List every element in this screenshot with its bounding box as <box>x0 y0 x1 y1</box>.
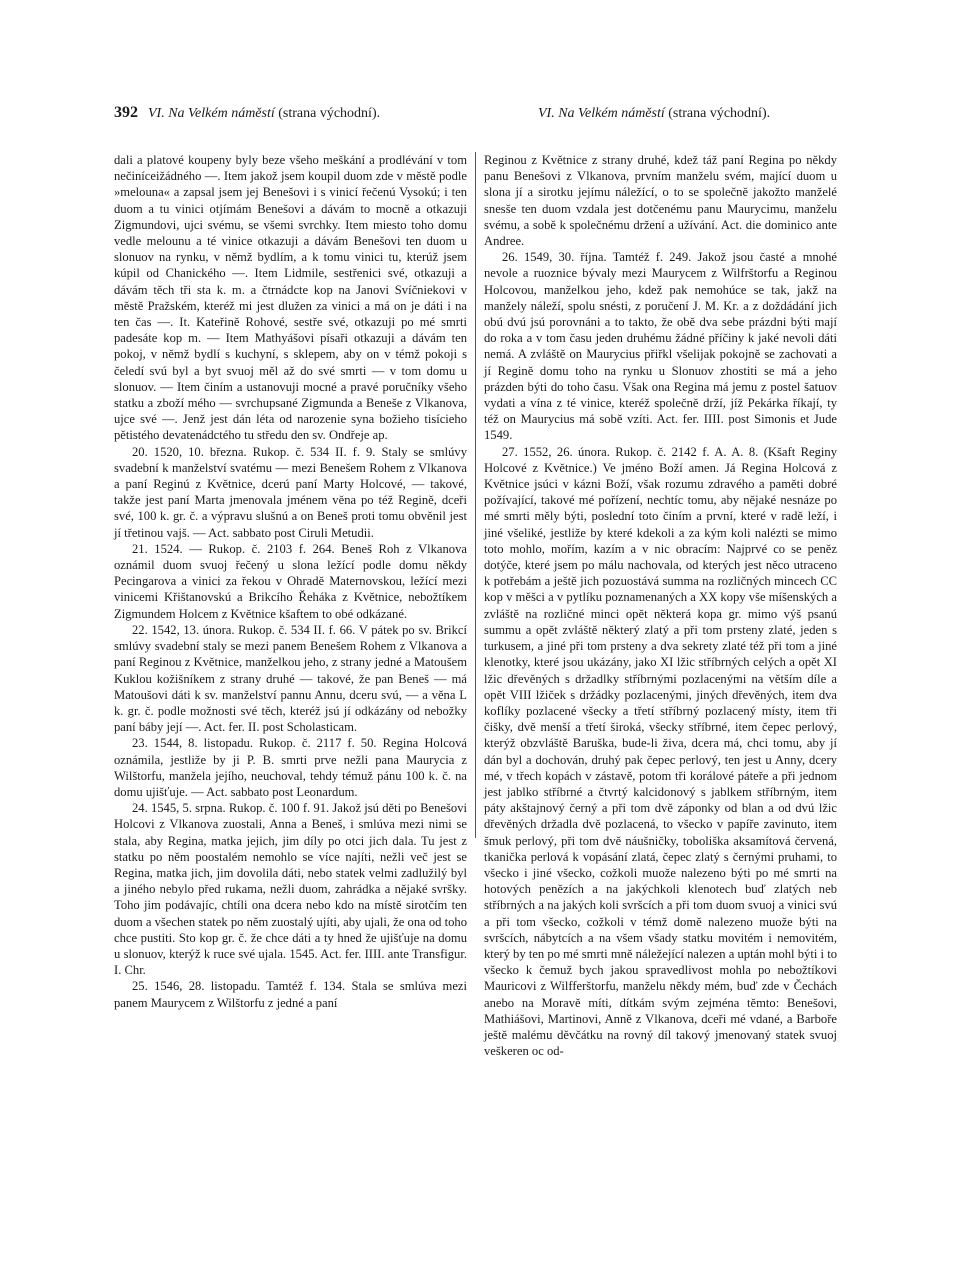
column-divider <box>475 152 476 838</box>
left-column <box>114 152 467 1011</box>
left-paragraph-2: 20. 1520, 10. března. Rukop. č. 534 II. f. 9. Staly se smlúvy svadební k manželství svatému — mezi Benešem Rohem z Vlkanova a paní Reginú z Květnice, dcerú paní Marty Holcové, — takové, takže jest paní Marta jmenovala jménem věna po též Regině, dceři své, 100 k. gr. č. a výpravu slušnú a on Beneš proti tomu obvěnil jest jí třetinou vajš. — Act. sabbato post Ciruli Metudii. <box>114 444 467 540</box>
right-paragraph-2: 26. 1549, 30. října. Tamtéž f. 249. Jakož jsou časté a mnohé nevole a ruoznice bývaly mezi Maurycem z Wilfrštorfu a Reginou Holcovou, manželkou jeho, kdež pak nemohúce se tak, jakž na manžely náleží, spolu snésti, z poručení J. M. Kr. a z doždádání jich obú dvú jsú porovnáni a to takto, že obě dva sebe prázdni býti mají do roka a v tom času jeden druhému žádné příčiny k jaké nevoli dáti nemá. A zvláště on Maurycius přiřkl všelijak pokojně se zachovati a jí Regině domu toho na rynku u Slonuov zhostiti se má a jeho prázden býti do toho času. Však ona Regina má jemu z postel šatuov vydati a vína z té vinice, kteréž společně drží, jíž Pekárka říkají, ty též on Maurycius má sobě vzíti. Act. fer. IIII. post Simonis et Jude 1549. <box>484 250 837 443</box>
running-head-left-suffix: (strana východní). <box>278 106 381 121</box>
left-paragraph-4: 22. 1542, 13. února. Rukop. č. 534 II. f. 66. V pátek po sv. Brikcí smlúvy svadební staly se mezi panem Benešem Rohem z Vlkanova a paní Reginou z Květnice, manželkou jeho, z strany jedné a Matoušem Kuklou kožišníkem z strany druhé — takové, že pan Beneš — má Matoušovi dáti k sv. manželství pannu Annu, dceru svú, — a věna L k. gr. č. podle možnosti své těch, kteréž jsú jí odkázány od nebožky paní báby její —. Act. fer. II. post Scholasticam. <box>114 622 467 735</box>
right-paragraph-3: 27. 1552, 26. února. Rukop. č. 2142 f. A. A. 8. (Kšaft Reginy Holcové z Květnice.) Ve jméno Boží amen. Já Regina Holcová z Květnice jsúci v kázni Boží, však rozumu zdravého a paměti dobré požívající, takové mé pořízení, nechtíc tomu, aby nějaké nesnáze po mé smrti měly býti, poslední toto činím a první, které v radě leží, i jiné všeliké, jestliže by které kdekoli a za kým koli nalézti se mimo toto mohlo, mořím, kazím a v nic obracím: Najprvé co se peněz dotýče, které jsem po málu nachovala, od kterých jest něco utraceno k potřebám a ještě jich pozuostává summa na rozličných mincech CC kop v měšci a v pytlíku poznamenaných a XX kopy vše míšenských a zvláště na rozličné minci opět některá kopa gr. mimo výš psanú summu a opět zvláště některý zlatý a při tom prsteny zlaté, jeden s turkusem, a jiné při tom prsteny a dva sekrety zlaté též při tom a jiné klenotky, které jsou ukázány, jako XI lžic stříbrných celých a opět XI lžic dřevěných s držadlky stříbrnými pozlacenými na větším díle a opět VIII lžiček s držádky pozlacenými, jiných dřevěných, item dva koflíky pozlacené všecky a třetí stříbrný pozlacený místy, item tři čišky, dvě menší a třetí široká, všecky stříbrné, item čepec perlový, kterýž obzvláště Baruška, bude-li živa, dcera má, chci tomu, aby jí dán byl a dochován, druhý pak čepec perlový, ten jest u Anny, dcery mé, v třech kopách v zástavě, potom tři korálové páteře a při jednom jest jablko stříbrné a čtvrtý kalcidonový s jablkem stříbrným, item páty akštajnový černý a při tom dvě záponky od blan a od dvú lžic dřevěných držadla dvě pozlacená, to všecko v papíře zavinuto, item šmuk perlový, při tom dvě náušničky, toboliška aksamítová červená, tkanička perlová k vopásání zlatá, čepec zlatý s černými pruhami, to všecko i jiné všecko, cožkoli muože nalezeno býti po mé smrti na hotových penězích a na jakýchkoli klenotech buď zlatých neb stříbrných a na jakých koli svršcích a při tom duom svuoj a vinici svú a při tom všecko, cožkoli v témž domě nalezeno muože býti na svršcích, nábytcích a na všem všady statku movitém i nemovitém, který by ten po mé smrti mně náležející nalezen a uptán mohl býti i to všecko k čemuž bych jakou spravedlivost mohla po nebožtíkovi Mauricovi z Wilfferštorfu, manželu někdy mém, buď zde v Čechách anebo na Moravě míti, dítkám svým zejména těmto: Benešovi, Mathiášovi, Martinovi, Anně z Vlkanova, dceři mé vdané, a Barboře ještě malému děvčátku na rovný díl takový jmenovaný statek svuoj veškeren oc od- <box>484 444 837 1059</box>
running-head-right-suffix: (strana východní). <box>668 106 771 121</box>
running-head-left <box>148 106 380 122</box>
right-column <box>484 152 837 1059</box>
left-paragraph-5: 23. 1544, 8. listopadu. Rukop. č. 2117 f. 50. Regina Holcová oznámila, jestliže by ji P. B. smrti prve nežli pana Maurycia z Wilštorfu, manžela jejího, neuchoval, tehdy témuž pánu 100 k. č. na domu ujišťuje. — Act. sabbato post Leonardum. <box>114 736 467 799</box>
page-number: 392 <box>114 104 138 121</box>
right-paragraph-1: Reginou z Květnice z strany druhé, kdež táž paní Regina po někdy panu Benešovi z Vlkanova, prvním manželu svém, mající duom u slona jí a sirotku jejímu náležící, o to se společně jakožto manželé snesše ten duom vzdala jest dotčenému panu Maurycimu, manželu svému, a sobě k společnému držení a užívání. Act. die dominico ante Andree. <box>484 153 837 249</box>
page-header <box>100 104 872 130</box>
left-paragraph-3: 21. 1524. — Rukop. č. 2103 f. 264. Beneš Roh z Vlkanova oznámil duom svuoj řečený u slona ležící podle domu někdy Pecingarova a vinici za řekou v Ohradě Maternovskou, ležící mezi vinicemi Křištanovskú a Brikcího Řeháka z Květnice, nebožtíkem Zigmundem Holcem z Květnice kšaftem to obé odkázané. <box>114 541 467 621</box>
left-paragraph-6: 24. 1545, 5. srpna. Rukop. č. 100 f. 91. Jakož jsú děti po Benešovi Holcovi z Vlkanova zuostali, Anna a Beneš, i smlúva mezi nimi se stala, aby Regina, matka jejich, jim díly po otci jich dala. Tu jest z statku po něm poostalém nemohlo se více najíti, nežli več jest se Regina, matka jich, jim dovolila dáti, nebo statek velmi zadlužilý byl a jiného nebylo před rukama, nežli duom, zahrádka a nějaké svršky. Toho jim podávajíc, chtíli ona dcera nebo kdo na místě sirotčím ten duom a všechen statek po něm zuostalý ujíti, aby ujali, že ona od toho chce pustiti. Sto kop gr. č. že chce dáti a ty hned že ujišťuje na domu u slonuov, kterýž k ruce své ujala. 1545. Act. fer. IIII. ante Transfigur. I. Chr. <box>114 801 467 978</box>
running-head-right-title: VI. Na Velkém náměstí <box>538 106 665 121</box>
left-paragraph-1: dali a platové koupeny byly beze všeho meškání a prodlévání v tom nečiníceižádného —. Item jakož jsem koupil duom zde v městě podle »melouna« a zapsal jsem jej Benešovi i s vinicí řečenú Vysokú; i ten duom a tu vinici otjímám Benešovi a dávám to mocně a otkazuji Zigmundovi, ujci svému, se všemi svrchky. Item miesto toho domu vedle melounu a té vinice otkazuji a dávám Benešovi ten duom u slonuov na rynku, v němž bydlím, a k tomu vinici tu, kterúž jsem kúpil od Chanického —. Item Lidmile, sestřenici své, otkazuji a dávám těch tři sta k. m. a čtrnádcte kop na Janovi Svíčniekovi v městě Pražském, kteréž mi jest dlužen za vinici a má on je dáti i na ten čas —. It. Kateřině Rohové, sestře své, otkazuji po mé smrti padesáte kop m. — Item Mathyášovi písaři otkazuji a dávám ten pokoj, v němž bydlí s kuchyní, s sklepem, aby on v témž pokoji s čeledí svú byl a byt svuoj měl až do své smrti — v tom domu u slonuov. — Item činím a ustanovuji mocné a pravé poručníky všeho statku a zboží mého — svrchupsané Zigmunda a Beneše z Vlkanova, ujce své —. Jenž jest dán léta od narozenie syna božieho tisícieho pětistého devatenádctého tu středu den sv. Ondřeje ap. <box>114 153 467 443</box>
left-paragraph-7: 25. 1546, 28. listopadu. Tamtéž f. 134. Stala se smlúva mezi panem Maurycem z Wilštorfu z jedné a paní <box>114 979 467 1010</box>
running-head-right <box>538 106 770 122</box>
running-head-left-title: VI. Na Velkém náměstí <box>148 106 275 121</box>
